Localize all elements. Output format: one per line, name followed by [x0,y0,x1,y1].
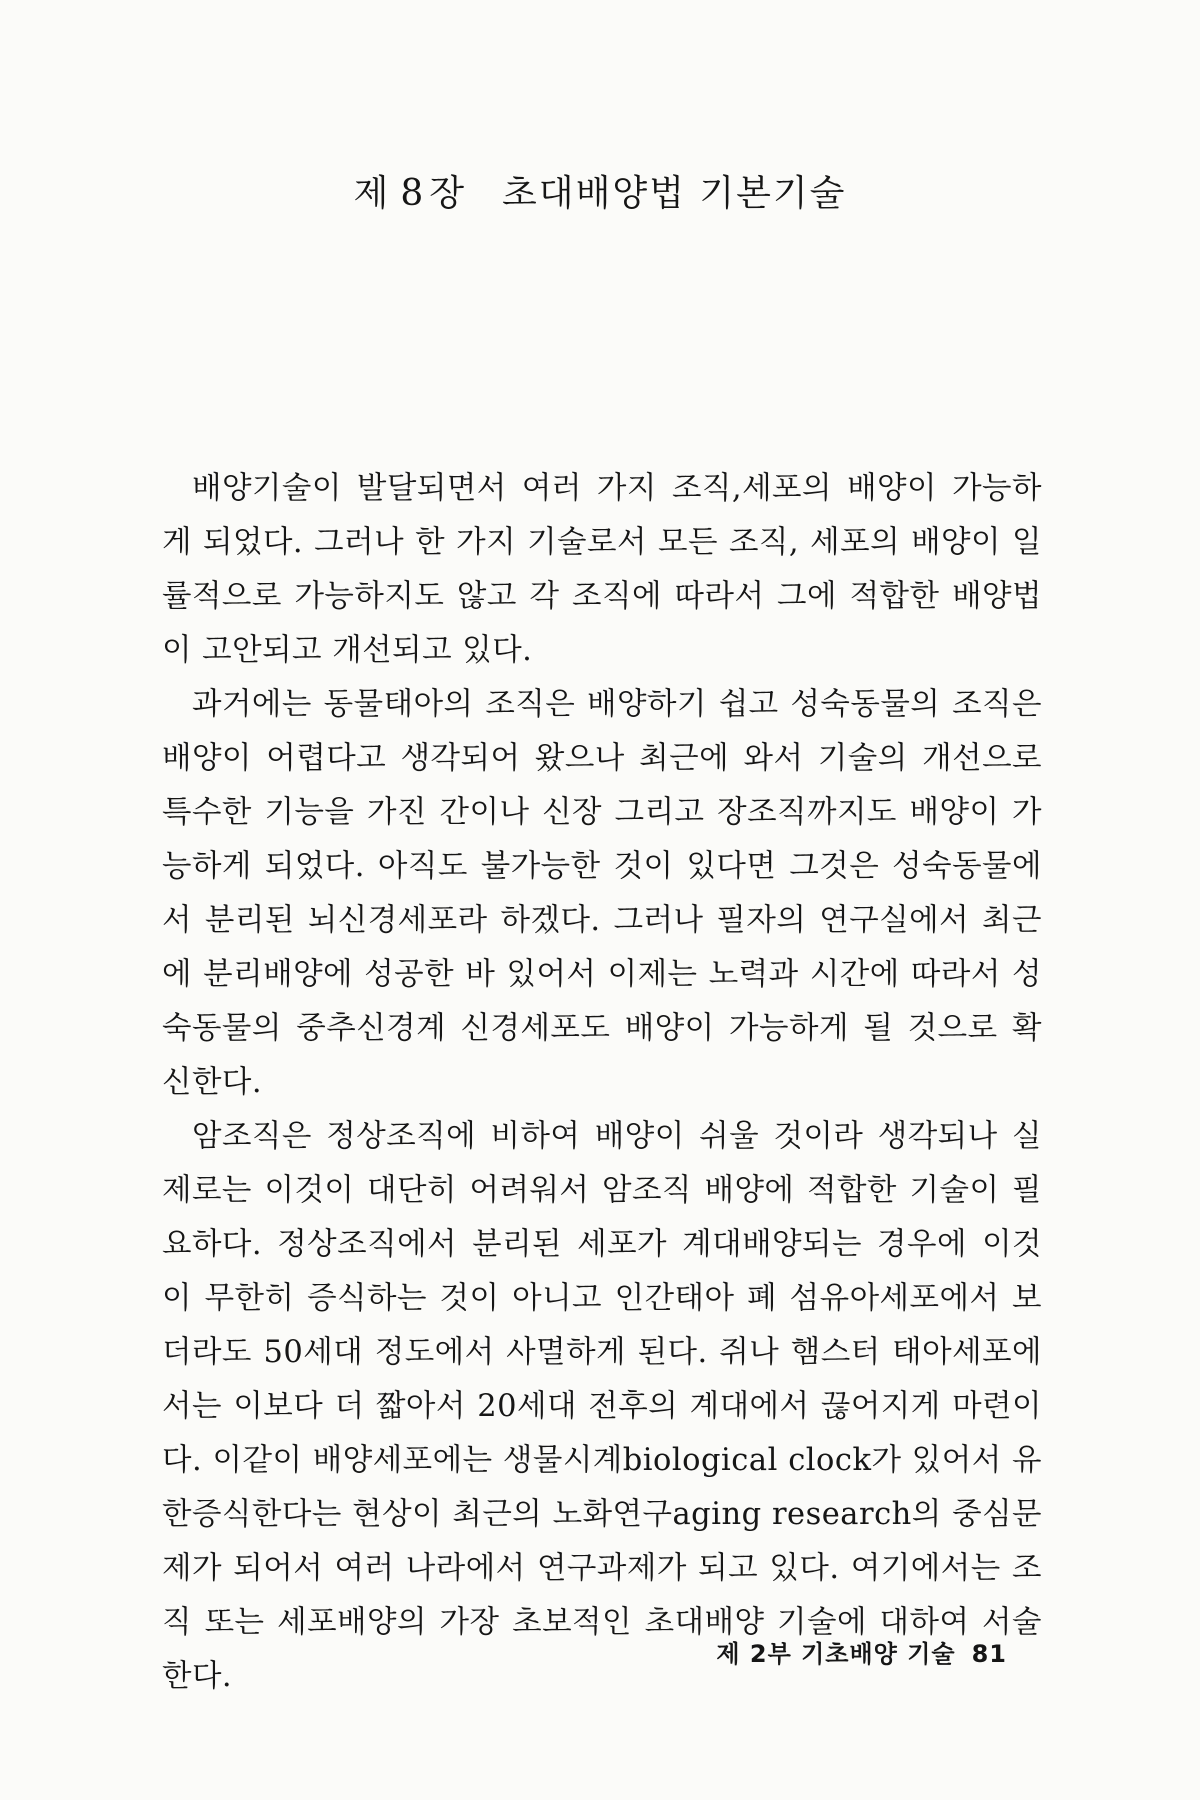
paragraph: 과거에는 동물태아의 조직은 배양하기 쉽고 성숙동물의 조직은 배양이 어렵다고 생각되어 왔으나 최근에 와서 기술의 개선으로 특수한 기능을 가진 간이나 신장 그리고 장조직까지도 배양이 가능하게 되었다. 아직도 불가능한 것이 있다면 그것은 성숙동물에서 분리된 뇌신경세포라 하겠다. 그러나 필자의 연구실에서 최근에 분리배양에 성공한 바 있어서 이제는 노력과 시간에 따라서 성숙동물의 중추신경계 신경세포도 배양이 가능하게 될 것으로 확신한다. [162,687,1042,1100]
footer-part-title: 제 2부 기초배양 기술 [716,1640,956,1668]
chapter-heading [0,165,1200,216]
chapter-prefix: 제 [353,173,391,214]
running-footer [716,1634,1007,1669]
page-number: 81 [971,1640,1007,1668]
chapter-suffix: 장 [429,173,467,214]
body-text [162,462,1042,1704]
chapter-number: 8 [400,173,426,214]
paragraph: 암조직은 정상조직에 비하여 배양이 쉬울 것이라 생각되나 실제로는 이것이 대단히 어려워서 암조직 배양에 적합한 기술이 필요하다. 정상조직에서 분리된 세포가 계대배양되는 경우에 이것이 무한히 증식하는 것이 아니고 인간태아 폐 섬유아세포에서 보더라도 50세대 정도에서 사멸하게 된다. 쥐나 햄스터 태아세포에서는 이보다 더 짧아서 20세대 전후의 계대에서 끊어지게 마련이다. 이같이 배양세포에는 생물시계biological clock가 있어서 유한증식한다는 현상이 최근의 노화연구aging research의 중심문제가 되어서 여러 나라에서 연구과제가 되고 있다. 여기에서는 조직 또는 세포배양의 가장 초보적인 초대배양 기술에 대하여 서술한다. [162,1119,1042,1694]
paragraph: 배양기술이 발달되면서 여러 가지 조직,세포의 배양이 가능하게 되었다. 그러나 한 가지 기술로서 모든 조직, 세포의 배양이 일률적으로 가능하지도 않고 각 조직에 따라서 그에 적합한 배양법이 고안되고 개선되고 있다. [162,471,1042,668]
chapter-title: 초대배양법 기본기술 [502,173,847,214]
